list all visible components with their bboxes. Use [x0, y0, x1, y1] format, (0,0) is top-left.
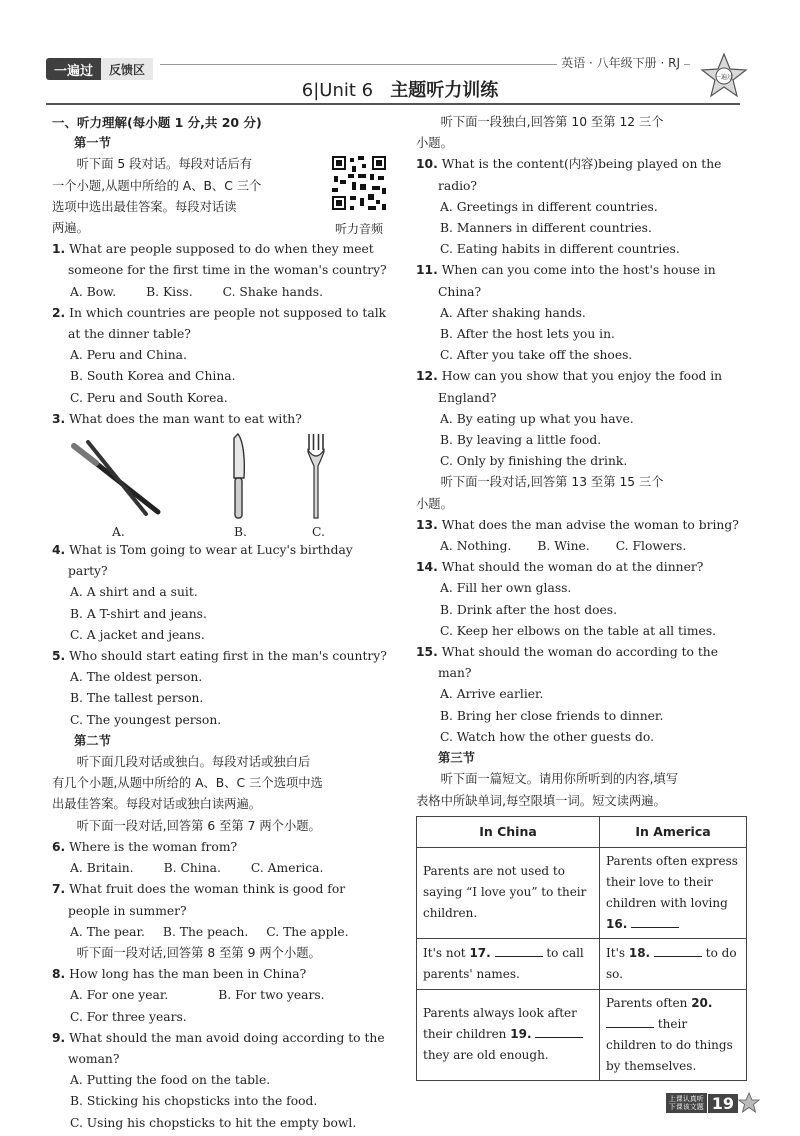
book-info: 英语 · 八年级下册 · RJ [557, 54, 684, 71]
option-c[interactable]: C. Eating habits in different countries. [440, 242, 680, 257]
footer-slogan [666, 1093, 707, 1113]
question-text: In which countries are people not supposed to talk at the dinner table? [68, 305, 387, 342]
cell-text: Parents are not used to saying “I love you” to their children. [423, 864, 587, 921]
blank-number-17: 17. [469, 945, 491, 960]
option-b[interactable]: B. South Korea and China. [70, 369, 236, 384]
option-a[interactable]: A. Bow. [70, 284, 117, 299]
option-c[interactable]: C. A jacket and jeans. [70, 627, 205, 642]
option-a[interactable]: A. Britain. [70, 861, 134, 876]
knife-icon[interactable] [228, 432, 250, 520]
blank-number-16: 16. [606, 916, 628, 931]
lead-q10-q12-line2: 小题。 [416, 136, 453, 151]
question-6 [52, 837, 390, 858]
title-topic: 主题听力训练 [390, 80, 499, 101]
cell-text: It's [606, 945, 626, 960]
blank-20[interactable] [606, 1015, 654, 1028]
option-c[interactable]: C. Peru and South Korea. [70, 390, 228, 405]
question-number: 5. [52, 649, 66, 664]
blank-number-18: 18. [628, 945, 651, 960]
question-number: 3. [52, 411, 66, 426]
question-number: 9. [52, 1030, 66, 1045]
cell-text: It's not [423, 945, 466, 960]
question-11 [416, 260, 748, 302]
table-header-row [417, 816, 747, 847]
question-text: What does the man want to eat with? [69, 411, 302, 426]
part-heading: 一、听力理解(每小题 1 分,共 20 分) [52, 115, 262, 130]
question-15 [416, 642, 748, 684]
page-footer [666, 1092, 760, 1114]
fork-icon[interactable] [304, 432, 328, 520]
blank-19[interactable] [535, 1025, 583, 1038]
blank-number-19: 19. [510, 1027, 532, 1042]
section-1-title: 第一节 [74, 136, 111, 151]
question-7-options [52, 922, 390, 943]
question-5 [52, 646, 390, 667]
question-13 [416, 515, 748, 536]
question-text: What are people supposed to do when they meet someone for the first time in the woman's country? [68, 242, 387, 278]
option-b[interactable]: B. The tallest person. [70, 691, 204, 706]
option-b[interactable]: B. After the host lets you in. [440, 327, 615, 342]
option-c[interactable]: C. After you take off the shoes. [440, 348, 633, 363]
section-2-intro-line2: 有几个小题,从题中所给的 A、B、C 三个选项中选 [52, 776, 323, 791]
question-text: What is the content(内容)being played on the radio? [438, 157, 722, 193]
section-2-intro-line1: 听下面几段对话或独白。每段对话或独白后 [76, 755, 311, 770]
table-cell [600, 847, 747, 938]
question-number: 6. [52, 839, 66, 854]
lead-q8-q9: 听下面一段对话,回答第 8 至第 9 两个小题。 [76, 945, 321, 960]
option-a[interactable]: A. Nothing. [440, 539, 512, 554]
option-c[interactable]: C. Shake hands. [222, 284, 324, 299]
question-1-options [52, 282, 390, 303]
option-a[interactable]: A. The pear. [70, 924, 145, 939]
option-b[interactable]: B. For two years. [218, 988, 325, 1003]
right-column [416, 112, 748, 1081]
footer-slogan-line1: 上课认真听 [668, 1095, 704, 1103]
header-rule [46, 103, 740, 105]
question-number: 1. [52, 242, 66, 257]
option-c[interactable]: C. Keep her elbows on the table at all times. [440, 623, 717, 638]
cell-text: Parents always look after their children [423, 1006, 577, 1042]
column-header-china: In China [417, 816, 600, 847]
lead-q10-q12-line1: 听下面一段独白,回答第 10 至第 12 三个 [440, 115, 664, 129]
fill-in-table [416, 816, 747, 1081]
option-a[interactable]: A. Peru and China. [70, 348, 187, 363]
cell-text: their children to do things by themselves. [606, 1016, 733, 1073]
section-3-title: 第三节 [438, 751, 475, 766]
question-10 [416, 154, 748, 196]
option-c[interactable]: C. Flowers. [615, 539, 687, 554]
cell-text: Parents often express their love to their children with loving [606, 853, 738, 910]
option-a[interactable]: A. A shirt and a suit. [70, 585, 198, 600]
table-cell [417, 938, 600, 989]
qr-block [328, 154, 390, 237]
cell-text: to call parents' names. [423, 945, 584, 981]
question-number: 12. [416, 369, 438, 384]
mascot-text: 一遍过 [714, 74, 734, 81]
column-header-america: In America [600, 816, 747, 847]
option-b[interactable]: B. Kiss. [146, 284, 193, 299]
option-a[interactable]: A. For one year. [70, 988, 169, 1003]
question-2 [52, 303, 390, 345]
option-b[interactable]: B. Manners in different countries. [440, 221, 652, 236]
footer-slogan-line2: 下课该文题 [668, 1103, 704, 1111]
question-14 [416, 557, 748, 578]
question-text: What should the woman do at the dinner? [441, 560, 704, 575]
question-7 [52, 879, 390, 921]
page-title [0, 76, 800, 102]
option-b[interactable]: B. Drink after the host does. [440, 602, 617, 617]
table-row [417, 989, 747, 1080]
option-a[interactable]: A. Putting the food on the table. [70, 1073, 271, 1088]
section-1-intro-line3: 选项中选出最佳答案。每段对话读 [52, 199, 237, 214]
lead-q13-q15-line1: 听下面一段对话,回答第 13 至第 15 三个 [440, 475, 664, 490]
option-b[interactable]: B. A T-shirt and jeans. [70, 606, 207, 621]
question-text: What is Tom going to wear at Lucy's birthday party? [68, 543, 353, 579]
question-9 [52, 1028, 390, 1070]
question-number: 4. [52, 543, 66, 558]
table-row [417, 847, 747, 938]
table-cell [600, 989, 747, 1080]
section-3-intro-line1: 听下面一篇短文。请用你所听到的内容,填写 [440, 772, 679, 787]
option-b[interactable]: B. Sticking his chopsticks into the food. [70, 1094, 318, 1109]
option-b[interactable]: B. China. [163, 861, 221, 876]
brand-name: 一遍过 [46, 58, 101, 80]
section-1-intro-line2: 一个小题,从题中所给的 A、B、C 三个 [52, 178, 262, 193]
option-c[interactable]: C. [312, 525, 325, 540]
table-cell [600, 938, 747, 989]
feedback-area-label: 反馈区 [101, 58, 153, 80]
table-row [417, 938, 747, 989]
option-a[interactable]: A. [112, 525, 125, 540]
option-b[interactable]: B. By leaving a little food. [440, 433, 602, 448]
cell-text: Parents often [606, 995, 688, 1010]
option-c[interactable]: C. Only by finishing the drink. [440, 454, 628, 469]
question-text: How can you show that you enjoy the food in England? [438, 369, 723, 405]
question-text: When can you come into the host's house in China? [438, 263, 716, 299]
table-cell [417, 847, 600, 938]
question-number: 11. [416, 263, 438, 278]
question-8-options [52, 985, 390, 1006]
cell-text: they are old enough. [423, 1048, 549, 1063]
question-number: 2. [52, 305, 66, 320]
question-text: Who should start eating first in the man's country? [69, 649, 387, 664]
chopsticks-icon[interactable] [66, 438, 166, 518]
blank-17[interactable] [495, 944, 543, 957]
option-a[interactable]: A. Fill her own glass. [440, 581, 572, 596]
question-3-pictures [52, 430, 390, 540]
option-c[interactable]: C. America. [250, 861, 324, 876]
question-number: 7. [52, 882, 66, 897]
section-1-intro-line4: 两遍。 [52, 221, 89, 236]
option-b[interactable]: B. Bring her close friends to dinner. [440, 708, 664, 723]
question-text: What fruit does the woman think is good for people in summer? [68, 882, 346, 918]
question-number: 14. [416, 560, 438, 575]
option-c[interactable]: C. The apple. [266, 924, 349, 939]
option-b[interactable]: B. Wine. [537, 539, 590, 554]
question-13-options [416, 536, 748, 557]
option-a[interactable]: A. Arrive earlier. [440, 687, 544, 702]
question-6-options [52, 858, 390, 879]
question-text: Where is the woman from? [69, 839, 238, 854]
option-c[interactable]: C. Watch how the other guests do. [440, 729, 654, 744]
option-b[interactable]: B. The peach. [162, 924, 249, 939]
question-text: How long has the man been in China? [69, 967, 307, 982]
left-column [52, 112, 390, 1134]
option-b[interactable]: B. [234, 525, 247, 540]
page-number: 19 [708, 1094, 738, 1113]
table-cell [417, 989, 600, 1080]
star-icon [738, 1092, 760, 1114]
section-2-title: 第二节 [74, 733, 111, 748]
question-number: 10. [416, 157, 438, 172]
lead-q13-q15-line2: 小题。 [416, 496, 453, 511]
question-8 [52, 964, 390, 985]
section-2-intro-line3: 出最佳答案。每段对话或独白读两遍。 [52, 797, 262, 812]
blank-18[interactable] [654, 944, 702, 957]
question-number: 15. [416, 645, 438, 660]
option-a[interactable]: A. After shaking hands. [440, 305, 586, 320]
cell-text: to do so. [606, 945, 737, 981]
title-separator: | [313, 80, 320, 101]
title-number: 6 [301, 80, 314, 101]
lead-q6-q7: 听下面一段对话,回答第 6 至第 7 两个小题。 [76, 818, 321, 833]
question-3 [52, 409, 390, 430]
section-1-intro-line1: 听下面 5 段对话。每段对话后有 [76, 157, 253, 172]
question-number: 8. [52, 967, 66, 982]
option-a[interactable]: A. The oldest person. [70, 670, 203, 685]
question-4 [52, 540, 390, 582]
option-a[interactable]: A. By eating up what you have. [440, 411, 634, 426]
title-unit: Unit 6 [319, 80, 374, 101]
question-number: 13. [416, 517, 438, 532]
question-text: What does the man advise the woman to bring? [441, 517, 739, 532]
qr-code-icon[interactable] [330, 154, 388, 212]
question-text: What should the woman do according to the man? [438, 645, 718, 681]
question-text: What should the man avoid doing according to the woman? [68, 1030, 385, 1066]
section-3-intro-line2: 表格中所缺单词,每空限填一词。短文读两遍。 [416, 793, 666, 808]
question-1 [52, 239, 390, 281]
question-12 [416, 366, 748, 408]
blank-16[interactable] [631, 915, 679, 928]
option-c[interactable]: C. Using his chopsticks to hit the empty bowl. [70, 1115, 357, 1130]
option-c[interactable]: C. The youngest person. [70, 712, 222, 727]
option-c[interactable]: C. For three years. [70, 1009, 187, 1024]
blank-number-20: 20. [691, 995, 713, 1010]
qr-caption: 听力音频 [334, 221, 383, 236]
option-a[interactable]: A. Greetings in different countries. [440, 199, 658, 214]
